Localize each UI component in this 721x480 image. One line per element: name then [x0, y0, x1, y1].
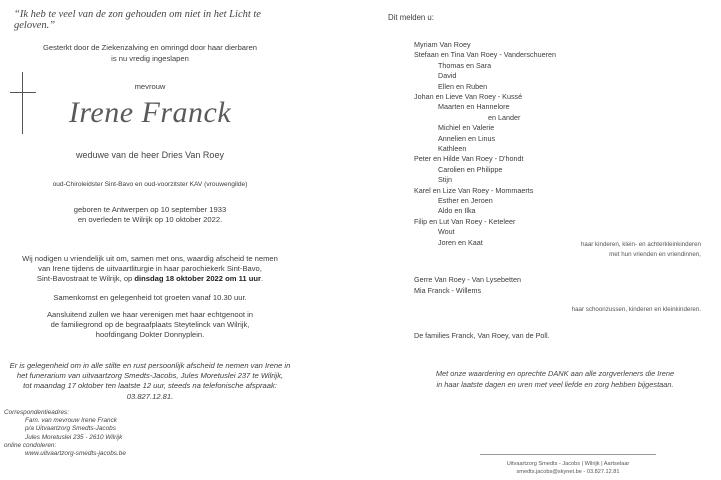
family-member: Carolien en Philippe: [438, 164, 503, 174]
family-member: en Lander: [488, 112, 521, 122]
grandchildren-note-2: met hun vrienden en vriendinnen,: [609, 251, 701, 258]
invite-line-2: van Irene tijdens de uitvaartliturgie in haar parochiekerk Sint-Bavo,: [38, 264, 262, 273]
footer-line-2: smedts.jacobs@skynet.be - 03.827.12.81: [516, 469, 620, 475]
invite-line-3-post: .: [260, 274, 264, 283]
widow-line: weduwe van de heer Dries Van Roey: [76, 150, 224, 160]
family-member: Annelien en Linus: [438, 133, 496, 143]
sisters-note: haar schoonzussen, kinderen en kleinkinderen.: [571, 306, 701, 313]
gathering-line: Samenkomst en gelegenheid tot groeten vanaf 10.30 uur.: [53, 293, 247, 302]
family-member: Peter en Hilde Van Roey - D'hondt: [414, 154, 524, 164]
thanks-block: [410, 368, 700, 390]
footer-divider: [480, 454, 656, 455]
condolence-label: online condoleren:: [4, 441, 57, 449]
left-panel: [0, 0, 300, 480]
sister-in-law-2: Mia Franck - Willems: [414, 286, 482, 295]
burial-line-2: de familiegrond op de begraafplaats Steytelinck van Wilrijk,: [50, 320, 250, 329]
family-member: Kathleen: [438, 144, 467, 153]
family-member: Ellen en Ruben: [438, 81, 488, 91]
birth-line: geboren te Antwerpen op 10 september 1933: [73, 205, 227, 214]
family-member: Wout: [438, 227, 455, 237]
correspondence-line-3: Jules Moretuslei 235 - 2610 Wilrijk: [25, 433, 123, 441]
announcement-header: Dit melden u:: [388, 13, 434, 22]
farewell-line-3: tot maandag 17 oktober ten laatste 12 uur, steeds na telefonische afspraak: 03.827.12.81.: [23, 381, 277, 401]
intro-line-1: Gesterkt door de Ziekenzalving en omringd door haar dierbaren: [42, 43, 257, 52]
invite-line-3-pre: Sint-Bavostraat te Wilrijk, op: [36, 274, 135, 283]
intro-line-2: is nu vredig ingeslapen: [111, 54, 189, 63]
family-member: Thomas en Sara: [438, 60, 492, 70]
family-member: Aldo en Ilka: [438, 206, 476, 216]
family-member: Myriam Van Roey: [414, 40, 471, 49]
family-member: Stijn: [438, 175, 452, 185]
invite-line-3: [0, 273, 300, 284]
correspondence-block: [4, 409, 204, 458]
burial-line-3: hoofdingang Dokter Donnyplein.: [95, 330, 205, 339]
burial-line-1: Aansluitend zullen we haar verenigen met haar echtgenoot in: [46, 310, 253, 319]
thanks-line-1: Met onze waardering en oprechte DANK aan alle zorgverleners die Irene: [435, 369, 675, 378]
deceased-name: Irene Franck: [68, 96, 232, 129]
family-member: Maarten en Hannelore: [438, 102, 510, 112]
family-member: David: [438, 71, 457, 81]
family-member: Johan en Lieve Van Roey - Kussé: [414, 92, 523, 101]
footer-line-1: Uitvaartzorg Smedts - Jacobs | Wilrijk | Aartselaar: [506, 461, 630, 467]
farewell-line-2: het funerarium van uitvaartzorg Smedts-Jacobs, Jules Moretuslei 237 te Wilrijk,: [16, 371, 284, 380]
correspondence-line-1: Fam. van mevrouw Irene Franck: [25, 417, 117, 425]
thanks-line-2: in haar laatste dagen en uren met veel liefde en zorg hebben bijgestaan.: [436, 380, 674, 389]
sister-in-law-1: Gerre Van Roey - Van Lysebetten: [414, 275, 521, 284]
title-mevrouw: mevrouw: [134, 82, 166, 91]
family-member: Michiel en Valerie: [438, 123, 495, 133]
family-member: Stefaan en Tina Van Roey - Vanderschueren: [414, 50, 556, 60]
death-line: en overleden te Wilrijk op 10 oktober 2022.: [77, 215, 223, 224]
invite-line-1: Wij nodigen u vriendelijk uit om, samen met ons, waardig afscheid te nemen: [22, 254, 278, 263]
family-member: Karel en Lize Van Roey - Mommaerts: [414, 185, 534, 195]
correspondence-label: Correspondentieadres:: [4, 409, 70, 416]
farewell-line-1: Er is gelegenheid om in alle stilte en rust persoonlijk afscheid te nemen van Irene in: [9, 361, 291, 370]
families-line: De families Franck, Van Roey, van de Poll.: [414, 331, 550, 340]
grandchildren-note-1: haar kinderen, klein- en achterkleinkinderen: [580, 241, 701, 248]
right-panel: [380, 0, 721, 480]
correspondence-line-2: p/a Uitvaartzorg Smedts-Jacobs: [25, 425, 116, 433]
family-member: Esther en Jeroen: [438, 196, 493, 205]
condolence-url[interactable]: www.uitvaartzorg-smedts-jacobs.be: [25, 450, 126, 458]
family-member: Joren en Kaat: [438, 237, 483, 247]
opening-quote: “Ik heb te veel van de zon gehouden om niet in het Licht te geloven.”: [14, 9, 261, 31]
family-member: Filip en Lut Van Roey - Keteleer: [414, 216, 516, 226]
roles-line: oud-Chiroleidster Sint-Bavo en oud-voorzitster KAV (vrouwengilde): [52, 181, 248, 188]
funeral-date: dinsdag 18 oktober 2022 om 11 uur: [134, 274, 261, 283]
